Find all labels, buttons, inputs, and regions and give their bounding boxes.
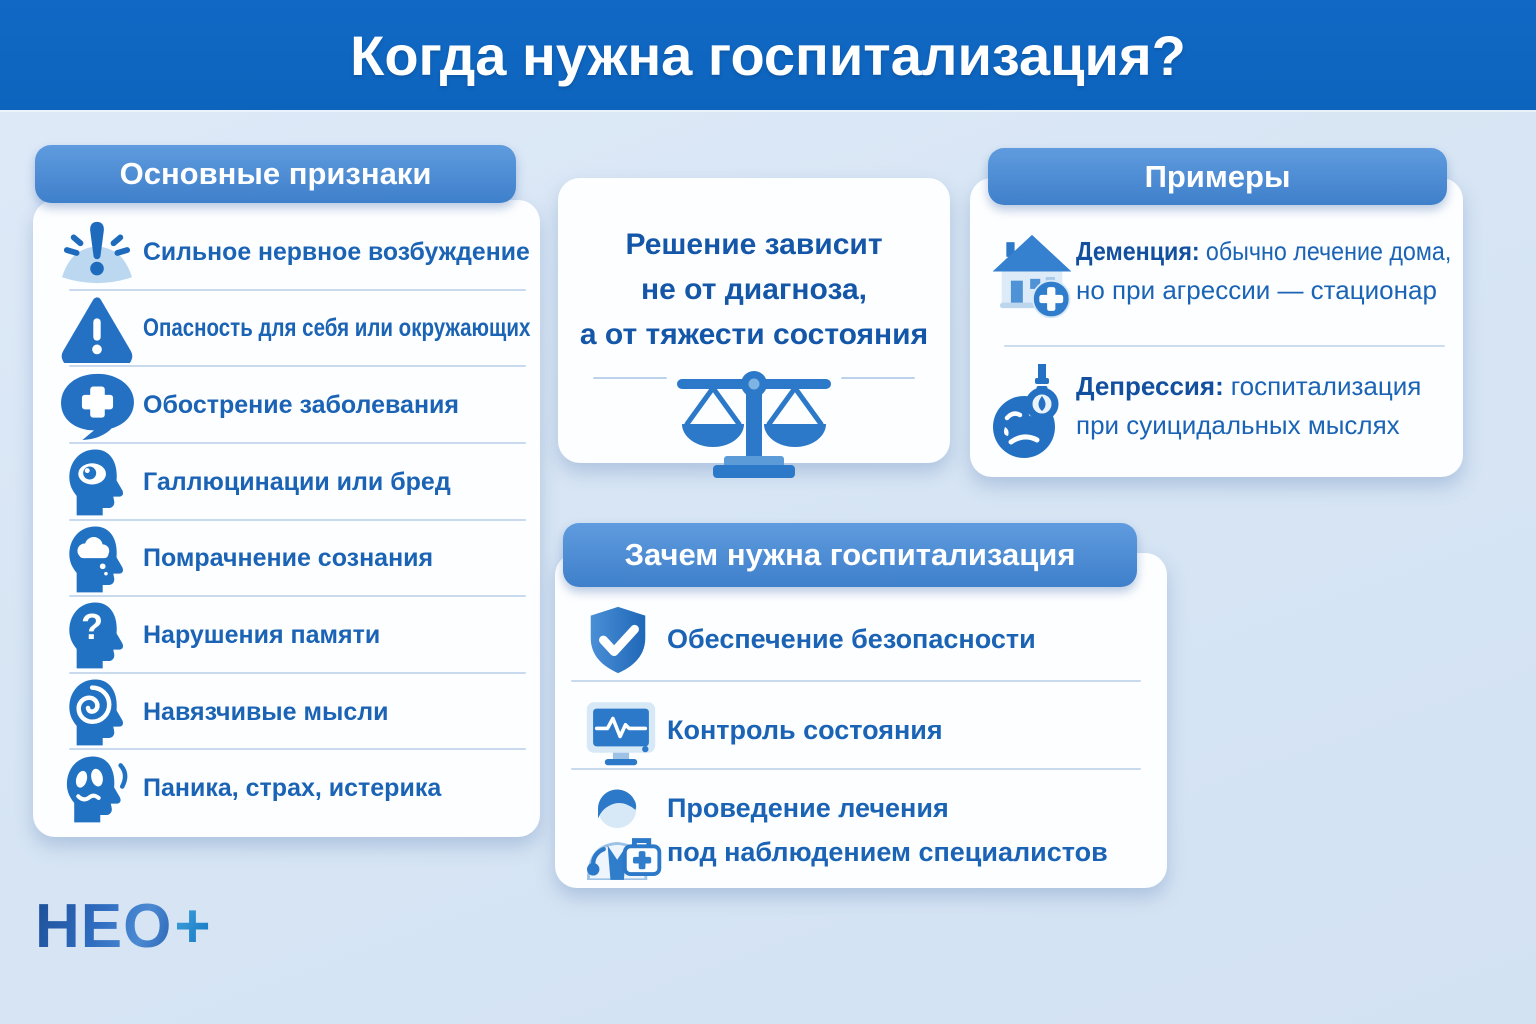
sign-label: Галлюцинации или бред [143,467,451,496]
purpose-text [667,708,1153,752]
depression-noose-icon [988,363,1074,468]
sign-label: Нарушения памяти [143,620,381,649]
purpose-line: под наблюдением специалистов [667,837,1108,867]
purpose-text [667,786,1153,874]
purpose-row [555,780,1167,880]
divider [1004,345,1445,347]
medical-bubble-icon [51,371,143,441]
sign-row [47,750,530,827]
example-text [1076,232,1451,310]
sign-label: Паника, страх, истерика [143,774,442,803]
page-title: Когда нужна госпитализация? [350,23,1186,87]
title-banner [0,0,1536,110]
purpose-row [555,601,1167,680]
decision-text [568,222,940,357]
purpose-card [555,553,1167,888]
example-text [1076,367,1451,445]
purpose-line: Проведение лечения [667,793,949,823]
decision-line: не от диагноза, [641,273,867,306]
plus-icon: + [174,892,212,961]
signs-list [47,214,530,827]
memory-question-icon [51,600,143,670]
example-term: Деменция: [1076,236,1200,266]
sign-label: Сильное нервное возбуждение [143,237,530,266]
sign-row [47,444,530,521]
divider [841,377,915,379]
shield-check-icon [581,603,655,682]
logo-text: НЕО [35,892,173,961]
sign-label: Навязчивые мысли [143,697,389,726]
hallucination-head-icon [51,447,143,517]
sign-row [47,674,530,751]
example-line: но при агрессии — стационар [1076,275,1437,305]
purpose-row [555,694,1167,768]
neo-plus-logo [35,892,212,961]
sign-label: Помрачнение сознания [143,544,434,573]
sign-row [47,367,530,444]
divider [593,377,667,379]
decision-line: Решение зависит [625,228,883,261]
sign-label: Обострение заболевания [143,391,460,420]
panic-face-icon [51,754,143,824]
examples-header-label: Примеры [1144,158,1291,194]
examples-card [970,178,1463,477]
purpose-text [667,617,1153,661]
excitement-burst-icon [51,217,143,287]
sign-label: Опасность для себя или окружающих [143,314,531,343]
signs-header-label: Основные признаки [119,156,432,191]
signs-header-pill [35,145,516,203]
clouded-mind-icon [51,524,143,594]
divider [571,680,1141,682]
warning-triangle-icon [51,295,143,363]
monitor-heartbeat-icon [581,696,661,773]
example-line: при суицидальных мыслях [1076,410,1400,440]
purpose-line: Контроль состояния [667,715,943,745]
purpose-line: Обеспечение безопасности [667,624,1036,654]
svg-text:?: ? [81,607,104,648]
examples-header-pill [988,148,1447,205]
house-medical-icon [988,228,1076,331]
obsessive-spiral-icon [51,677,143,747]
sign-row [47,291,530,368]
example-item [970,228,1463,343]
sign-row [47,214,530,291]
example-term: Депрессия: [1076,371,1224,401]
purpose-header-label: Зачем нужна госпитализация [624,537,1076,572]
purpose-header-pill [563,523,1137,587]
balance-scale-icon [668,360,840,485]
decision-card [558,178,950,463]
doctor-icon [575,780,667,885]
example-line: Деменция: обычно лечение дома, [1076,236,1452,266]
divider [571,768,1141,770]
decision-line: а от тяжести состояния [579,318,929,351]
example-item [970,363,1463,478]
example-line: Депрессия: госпитализация [1076,371,1422,401]
sign-row [47,521,530,598]
signs-card [33,200,540,837]
sign-row [47,597,530,674]
